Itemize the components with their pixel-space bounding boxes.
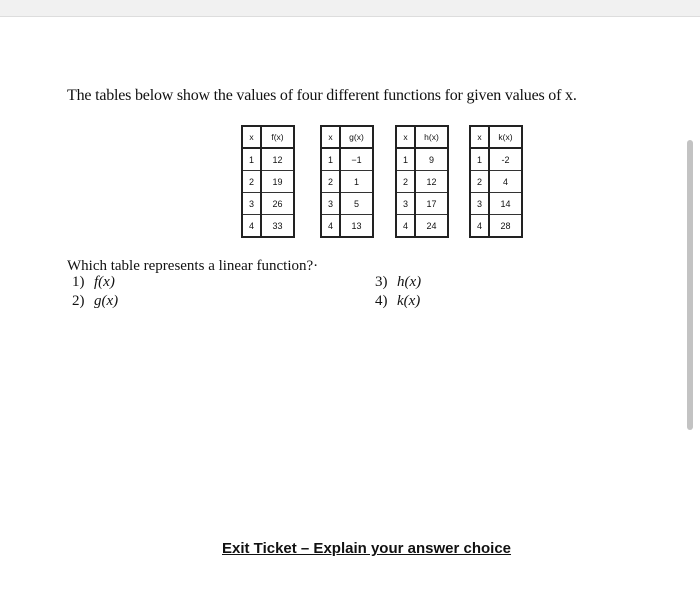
table-row — [470, 148, 522, 171]
x-header: x — [470, 126, 489, 148]
x-cell: 3 — [470, 193, 489, 215]
value-cell: −1 — [340, 148, 373, 171]
value-cell: 17 — [415, 193, 448, 215]
fn-header: g(x) — [340, 126, 373, 148]
table-row — [396, 193, 448, 215]
table-g — [320, 125, 374, 238]
value-cell: 5 — [340, 193, 373, 215]
choice-label: h(x) — [397, 274, 422, 290]
x-header: x — [242, 126, 261, 148]
value-cell: 19 — [261, 171, 294, 193]
choice-label: k(x) — [397, 293, 421, 309]
exit-ticket-heading: Exit Ticket – Explain your answer choice — [222, 540, 512, 557]
choice-number: 3) — [375, 274, 388, 290]
choice-label: f(x) — [94, 274, 115, 290]
table-row — [470, 193, 522, 215]
page-top-border — [0, 0, 700, 17]
x-cell: 3 — [242, 193, 261, 215]
table-row — [242, 171, 294, 193]
choice-1 — [72, 274, 115, 291]
value-cell: 28 — [489, 215, 522, 238]
table-row — [242, 215, 294, 238]
value-cell: 9 — [415, 148, 448, 171]
scrollbar-thumb[interactable] — [687, 140, 693, 430]
choice-number: 1) — [72, 274, 85, 290]
intro-text: The tables below show the values of four different functions for given values of x. — [67, 87, 577, 104]
value-cell: 4 — [489, 171, 522, 193]
table-row — [470, 171, 522, 193]
table-row — [321, 215, 373, 238]
value-cell: 14 — [489, 193, 522, 215]
value-cell: -2 — [489, 148, 522, 171]
x-cell: 4 — [470, 215, 489, 238]
x-cell: 3 — [396, 193, 415, 215]
table-row — [396, 215, 448, 238]
x-cell: 2 — [470, 171, 489, 193]
choice-number: 4) — [375, 293, 388, 309]
x-header: x — [396, 126, 415, 148]
table-row — [321, 193, 373, 215]
function-tables — [241, 125, 523, 238]
value-cell: 12 — [261, 148, 294, 171]
x-cell: 4 — [321, 215, 340, 238]
table-row — [242, 193, 294, 215]
value-cell: 13 — [340, 215, 373, 238]
x-cell: 1 — [396, 148, 415, 171]
fn-header: f(x) — [261, 126, 294, 148]
choice-2 — [72, 293, 118, 310]
choice-label: g(x) — [94, 293, 119, 309]
value-cell: 24 — [415, 215, 448, 238]
fn-header: h(x) — [415, 126, 448, 148]
table-row — [396, 148, 448, 171]
table-h — [395, 125, 449, 238]
x-cell: 4 — [242, 215, 261, 238]
table-row — [321, 171, 373, 193]
value-cell: 1 — [340, 171, 373, 193]
choice-number: 2) — [72, 293, 85, 309]
fn-header: k(x) — [489, 126, 522, 148]
choice-4 — [375, 293, 420, 310]
x-cell: 3 — [321, 193, 340, 215]
value-cell: 12 — [415, 171, 448, 193]
x-cell: 2 — [396, 171, 415, 193]
x-cell: 1 — [321, 148, 340, 171]
value-cell: 26 — [261, 193, 294, 215]
choice-3 — [375, 274, 421, 291]
x-cell: 2 — [242, 171, 261, 193]
value-cell: 33 — [261, 215, 294, 238]
x-cell: 2 — [321, 171, 340, 193]
x-header: x — [321, 126, 340, 148]
x-cell: 1 — [242, 148, 261, 171]
table-f — [241, 125, 295, 238]
x-cell: 4 — [396, 215, 415, 238]
table-row — [470, 215, 522, 238]
question-text: Which table represents a linear function?· — [67, 258, 319, 274]
table-row — [321, 148, 373, 171]
table-row — [396, 171, 448, 193]
table-row — [242, 148, 294, 171]
x-cell: 1 — [470, 148, 489, 171]
table-k — [469, 125, 523, 238]
